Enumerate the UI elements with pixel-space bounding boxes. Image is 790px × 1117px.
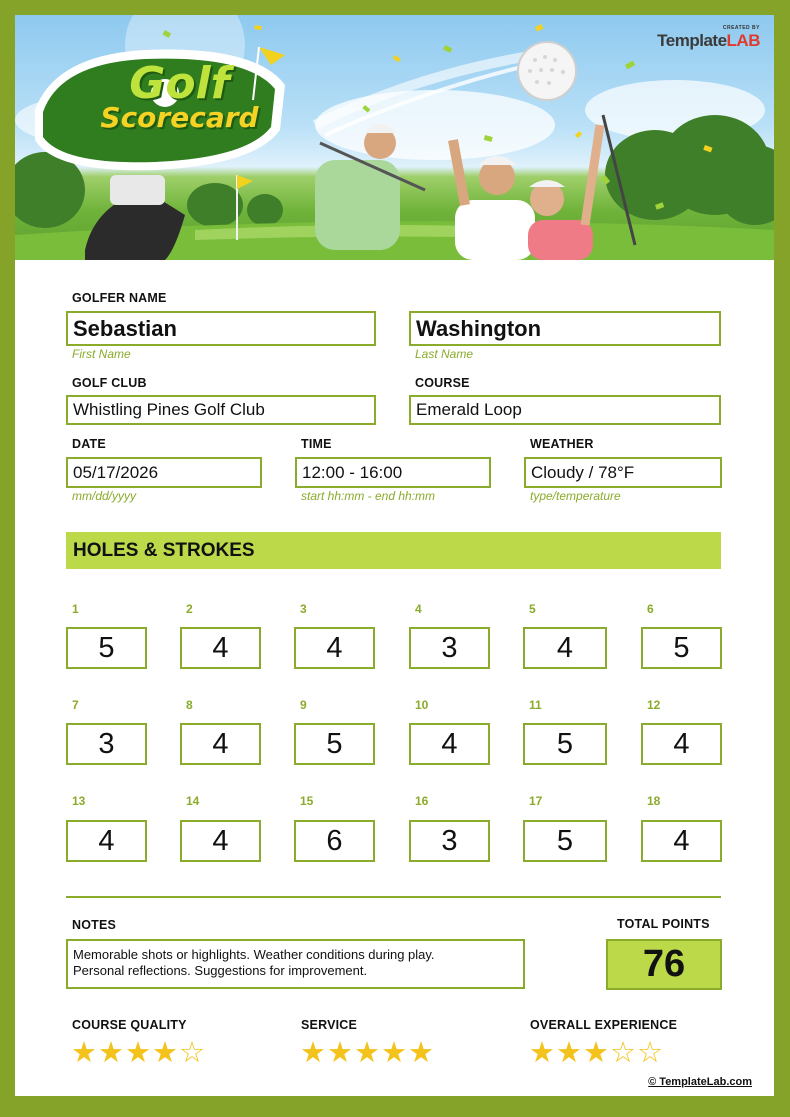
brand-name-part2: LAB [726,31,760,50]
hole-strokes-field-9[interactable]: 5 [294,723,375,765]
hole-number-14: 14 [186,794,200,808]
star-filled-icon[interactable]: ★ [125,1037,152,1069]
holes-strokes-title: HOLES & STROKES [73,539,255,561]
rating-label-3: OVERALL EXPERIENCE [530,1018,678,1032]
logo-word-golf: Golf [129,58,230,109]
hole-number-17: 17 [529,794,543,808]
date-hint: mm/dd/yyyy [72,489,137,503]
hole-strokes-field-12[interactable]: 4 [641,723,722,765]
templatelab-brand [657,25,760,51]
rating-label-1: COURSE QUALITY [72,1018,187,1032]
notes-line-1: Memorable shots or highlights. Weather conditions during play. [73,947,435,962]
total-points-label: TOTAL POINTS [617,917,710,931]
star-filled-icon[interactable]: ★ [71,1037,98,1069]
section-divider [66,896,721,898]
hole-number-3: 3 [300,602,307,616]
hole-strokes-field-4[interactable]: 3 [409,627,490,669]
notes-field[interactable] [66,939,525,989]
weather-hint: type/temperature [530,489,621,503]
brand-name-part1: Template [657,31,727,50]
golf-club-value: Whistling Pines Golf Club [73,400,265,419]
hole-number-12: 12 [647,698,661,712]
time-value: 12:00 - 16:00 [302,462,403,482]
time-label: TIME [301,437,332,451]
star-filled-icon[interactable]: ★ [408,1037,435,1069]
time-field[interactable] [295,457,491,488]
hole-number-11: 11 [529,698,542,712]
star-empty-icon[interactable]: ☆ [637,1037,664,1069]
hole-strokes-field-8[interactable]: 4 [180,723,261,765]
hole-strokes-field-5[interactable]: 4 [523,627,607,669]
course-value: Emerald Loop [416,400,522,419]
weather-value: Cloudy / 78°F [531,462,635,482]
hole-strokes-field-1[interactable]: 5 [66,627,147,669]
course-label: COURSE [415,376,470,390]
star-filled-icon[interactable]: ★ [583,1037,610,1069]
hole-number-9: 9 [300,698,307,712]
star-filled-icon[interactable]: ★ [152,1037,179,1069]
rating-stars-1[interactable] [71,1038,206,1068]
last-name-field[interactable] [409,311,721,346]
total-points-value: 76 [642,943,686,985]
hole-number-15: 15 [300,794,314,808]
total-points-field[interactable] [606,939,722,990]
hole-strokes-field-11[interactable]: 5 [523,723,607,765]
first-name-field[interactable] [66,311,376,346]
star-filled-icon[interactable]: ★ [381,1037,408,1069]
notes-label: NOTES [72,918,117,932]
hole-number-4: 4 [415,602,422,616]
banner-illustration [15,15,774,260]
hole-number-13: 13 [72,794,86,808]
notes-line-2: Personal reflections. Suggestions for improvement. [73,963,368,978]
star-filled-icon[interactable]: ★ [98,1037,125,1069]
hole-number-8: 8 [186,698,193,712]
golf-club-field[interactable] [66,395,376,425]
date-label: DATE [72,437,106,451]
hole-number-16: 16 [415,794,429,808]
star-filled-icon[interactable]: ★ [556,1037,583,1069]
first-name-hint: First Name [72,347,131,361]
golf-club-label: GOLF CLUB [72,376,147,390]
hole-strokes-field-16[interactable]: 3 [409,820,490,862]
hole-strokes-field-18[interactable]: 4 [641,820,722,862]
last-name-hint: Last Name [415,347,474,361]
hole-strokes-field-2[interactable]: 4 [180,627,261,669]
golf-scorecard-logo [77,58,282,134]
hole-strokes-field-17[interactable]: 5 [523,820,607,862]
star-filled-icon[interactable]: ★ [354,1037,381,1069]
date-field[interactable] [66,457,262,488]
star-empty-icon[interactable]: ☆ [179,1037,206,1069]
star-empty-icon[interactable]: ☆ [610,1037,637,1069]
star-filled-icon[interactable]: ★ [327,1037,354,1069]
hole-strokes-field-10[interactable]: 4 [409,723,490,765]
hole-number-2: 2 [186,602,193,616]
date-value: 05/17/2026 [73,462,159,482]
weather-label: WEATHER [530,437,594,451]
star-filled-icon[interactable]: ★ [529,1037,556,1069]
hole-number-6: 6 [647,602,654,616]
hole-strokes-field-3[interactable]: 4 [294,627,375,669]
hole-strokes-field-14[interactable]: 4 [180,820,261,862]
hole-strokes-field-7[interactable]: 3 [66,723,147,765]
weather-field[interactable] [524,457,722,488]
brand-name [657,31,760,50]
footer-link[interactable]: © TemplateLab.com [648,1076,752,1088]
hole-number-5: 5 [529,602,536,616]
hole-number-18: 18 [647,794,661,808]
star-filled-icon[interactable]: ★ [300,1037,327,1069]
header-banner-image [15,15,774,260]
hole-strokes-field-15[interactable]: 6 [294,820,375,862]
rating-label-2: SERVICE [301,1018,358,1032]
hole-number-7: 7 [72,698,79,712]
holes-strokes-header [66,532,721,569]
last-name-value: Washington [416,315,542,341]
course-field[interactable] [409,395,721,425]
hole-number-1: 1 [72,602,79,616]
hole-strokes-field-6[interactable]: 5 [641,627,722,669]
time-hint: start hh:mm - end hh:mm [301,489,436,503]
scorecard-page [15,15,774,1096]
brand-created-by: CREATED BY [722,25,760,31]
rating-stars-2[interactable] [300,1038,435,1068]
first-name-value: Sebastian [73,315,177,341]
hole-number-10: 10 [415,698,429,712]
logo-word-scorecard: Scorecard [100,100,259,134]
golfer-name-label: GOLFER NAME [72,291,167,305]
hole-strokes-field-13[interactable]: 4 [66,820,147,862]
rating-stars-3[interactable] [529,1038,664,1068]
